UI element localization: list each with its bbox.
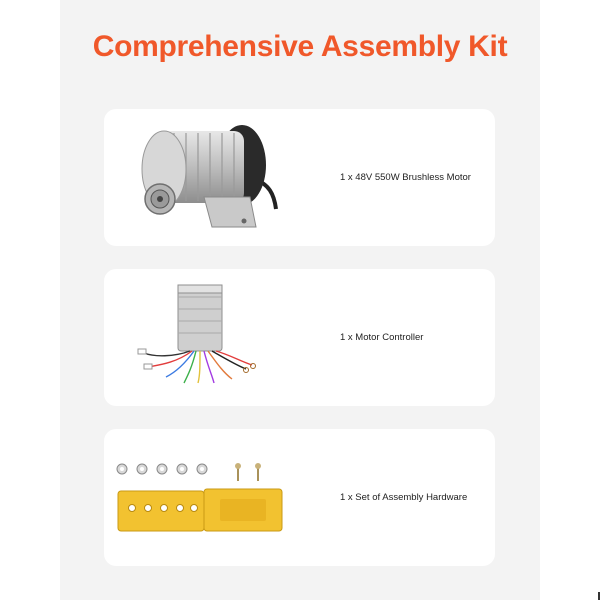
assembly-hardware-icon — [104, 429, 340, 566]
brushless-motor-icon — [104, 109, 340, 246]
kit-item-card-controller — [104, 269, 495, 406]
kit-item-label: 1 x Motor Controller — [340, 332, 424, 343]
page-title: Comprehensive Assembly Kit — [92, 30, 508, 63]
kit-item-label: 1 x Set of Assembly Hardware — [340, 492, 468, 503]
motor-controller-icon — [104, 269, 340, 406]
kit-item-label: 1 x 48V 550W Brushless Motor — [340, 172, 471, 183]
kit-item-card-hardware — [104, 429, 495, 566]
kit-panel — [60, 0, 540, 600]
kit-item-card-motor — [104, 109, 495, 246]
